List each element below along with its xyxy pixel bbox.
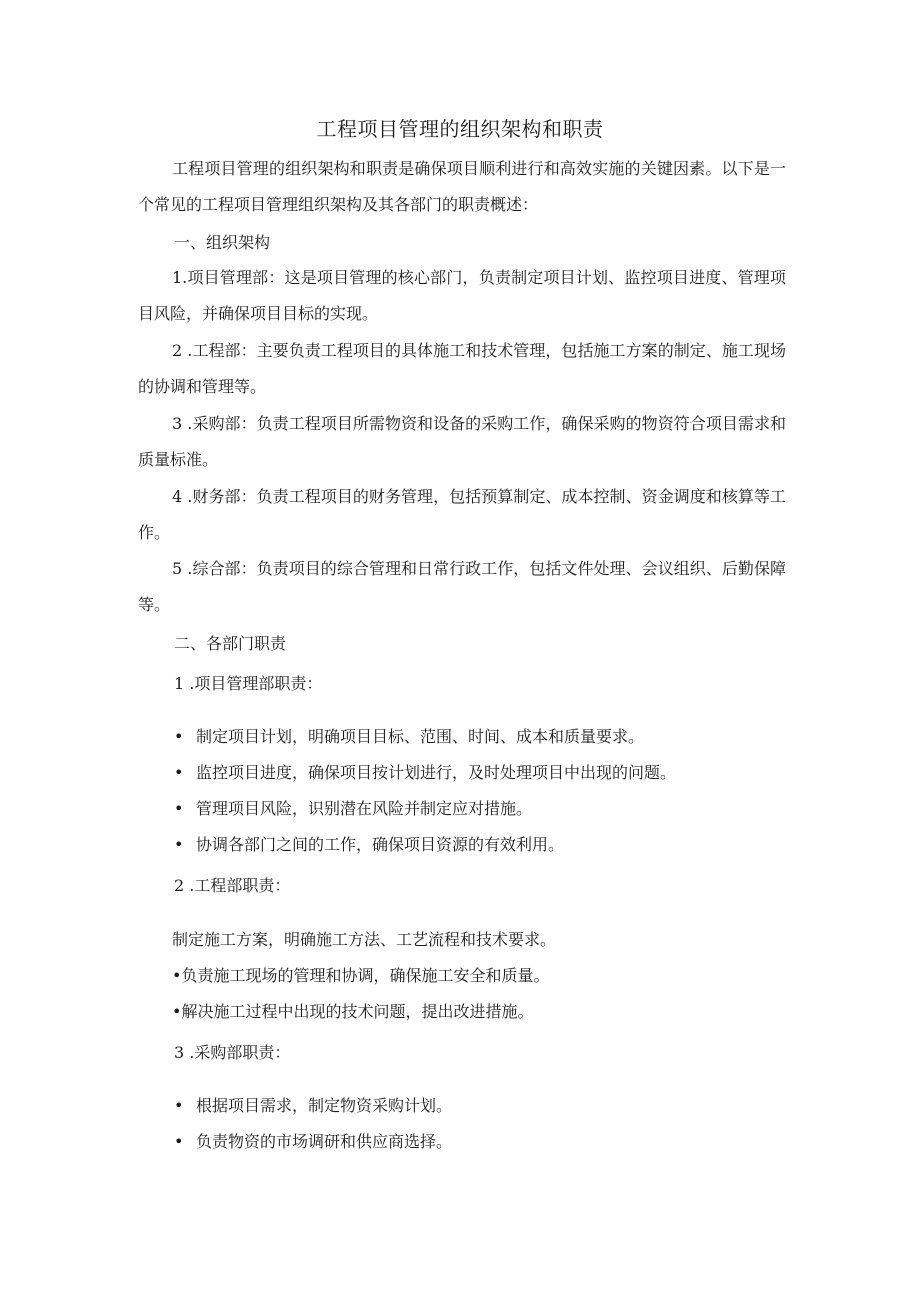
list-item [174, 798, 532, 820]
list-item: •解决施工过程中出现的技术问题，提出改进措施。 [172, 1002, 534, 1021]
bullet-icon: • [174, 727, 184, 746]
list-item-text: 协调各部门之间的工作，确保项目资源的有效利用。 [196, 835, 565, 854]
org-item-4: 4 .财务部：负责工程项目的财务管理，包括预算制定、成本控制、资金调度和核算等工作。 [138, 487, 786, 542]
bullet-icon: • [174, 1132, 184, 1151]
list-item-text: 监控项目进度，确保项目按计划进行，及时处理项目中出现的问题。 [196, 763, 677, 782]
intro-paragraph: 工程项目管理的组织架构和职责是确保项目顺利进行和高效实施的关键因素。以下是一个常见的工程项目管理组织架构及其各部门的职责概述： [138, 159, 786, 214]
document-title: 工程项目管理的组织架构和职责 [316, 117, 604, 141]
list-item [174, 834, 564, 856]
list-item-text: 制定项目计划，明确项目目标、范围、时间、成本和质量要求。 [196, 727, 645, 746]
org-item-5: 5 .综合部：负责项目的综合管理和日常行政工作，包括文件处理、会议组织、后勤保障等。 [138, 559, 786, 614]
sub1-heading: 1 .项目管理部职责： [174, 674, 323, 693]
list-item [174, 726, 644, 748]
list-item-text: 根据项目需求，制定物资采购计划。 [196, 1096, 453, 1115]
bullet-icon: • [174, 1096, 184, 1115]
list-item [174, 762, 676, 784]
sub2-heading: 2 .工程部职责： [174, 876, 291, 895]
org-item-1: 1.项目管理部：这是项目管理的核心部门，负责制定项目计划、监控项目进度、管理项目风险，并确保项目目标的实现。 [138, 268, 786, 323]
list-item: 制定施工方案，明确施工方法、工艺流程和技术要求。 [172, 930, 557, 949]
list-item: •负责施工现场的管理和协调，确保施工安全和质量。 [172, 966, 550, 985]
sub3-heading: 3 .采购部职责： [174, 1043, 291, 1062]
section2-heading: 二、各部门职责 [174, 634, 287, 653]
list-item [174, 1131, 452, 1153]
list-item-text: 负责物资的市场调研和供应商选择。 [196, 1132, 453, 1151]
bullet-icon: • [174, 799, 184, 818]
list-item-text: 管理项目风险，识别潜在风险并制定应对措施。 [196, 799, 533, 818]
org-item-2: 2 .工程部：主要负责工程项目的具体施工和技术管理，包括施工方案的制定、施工现场的协调和管理等。 [138, 341, 786, 396]
org-item-3: 3 .采购部：负责工程项目所需物资和设备的采购工作，确保采购的物资符合项目需求和质量标准。 [138, 414, 786, 469]
list-item [174, 1095, 452, 1117]
bullet-icon: • [174, 835, 184, 854]
bullet-icon: • [174, 763, 184, 782]
section1-heading: 一、组织架构 [174, 233, 271, 252]
